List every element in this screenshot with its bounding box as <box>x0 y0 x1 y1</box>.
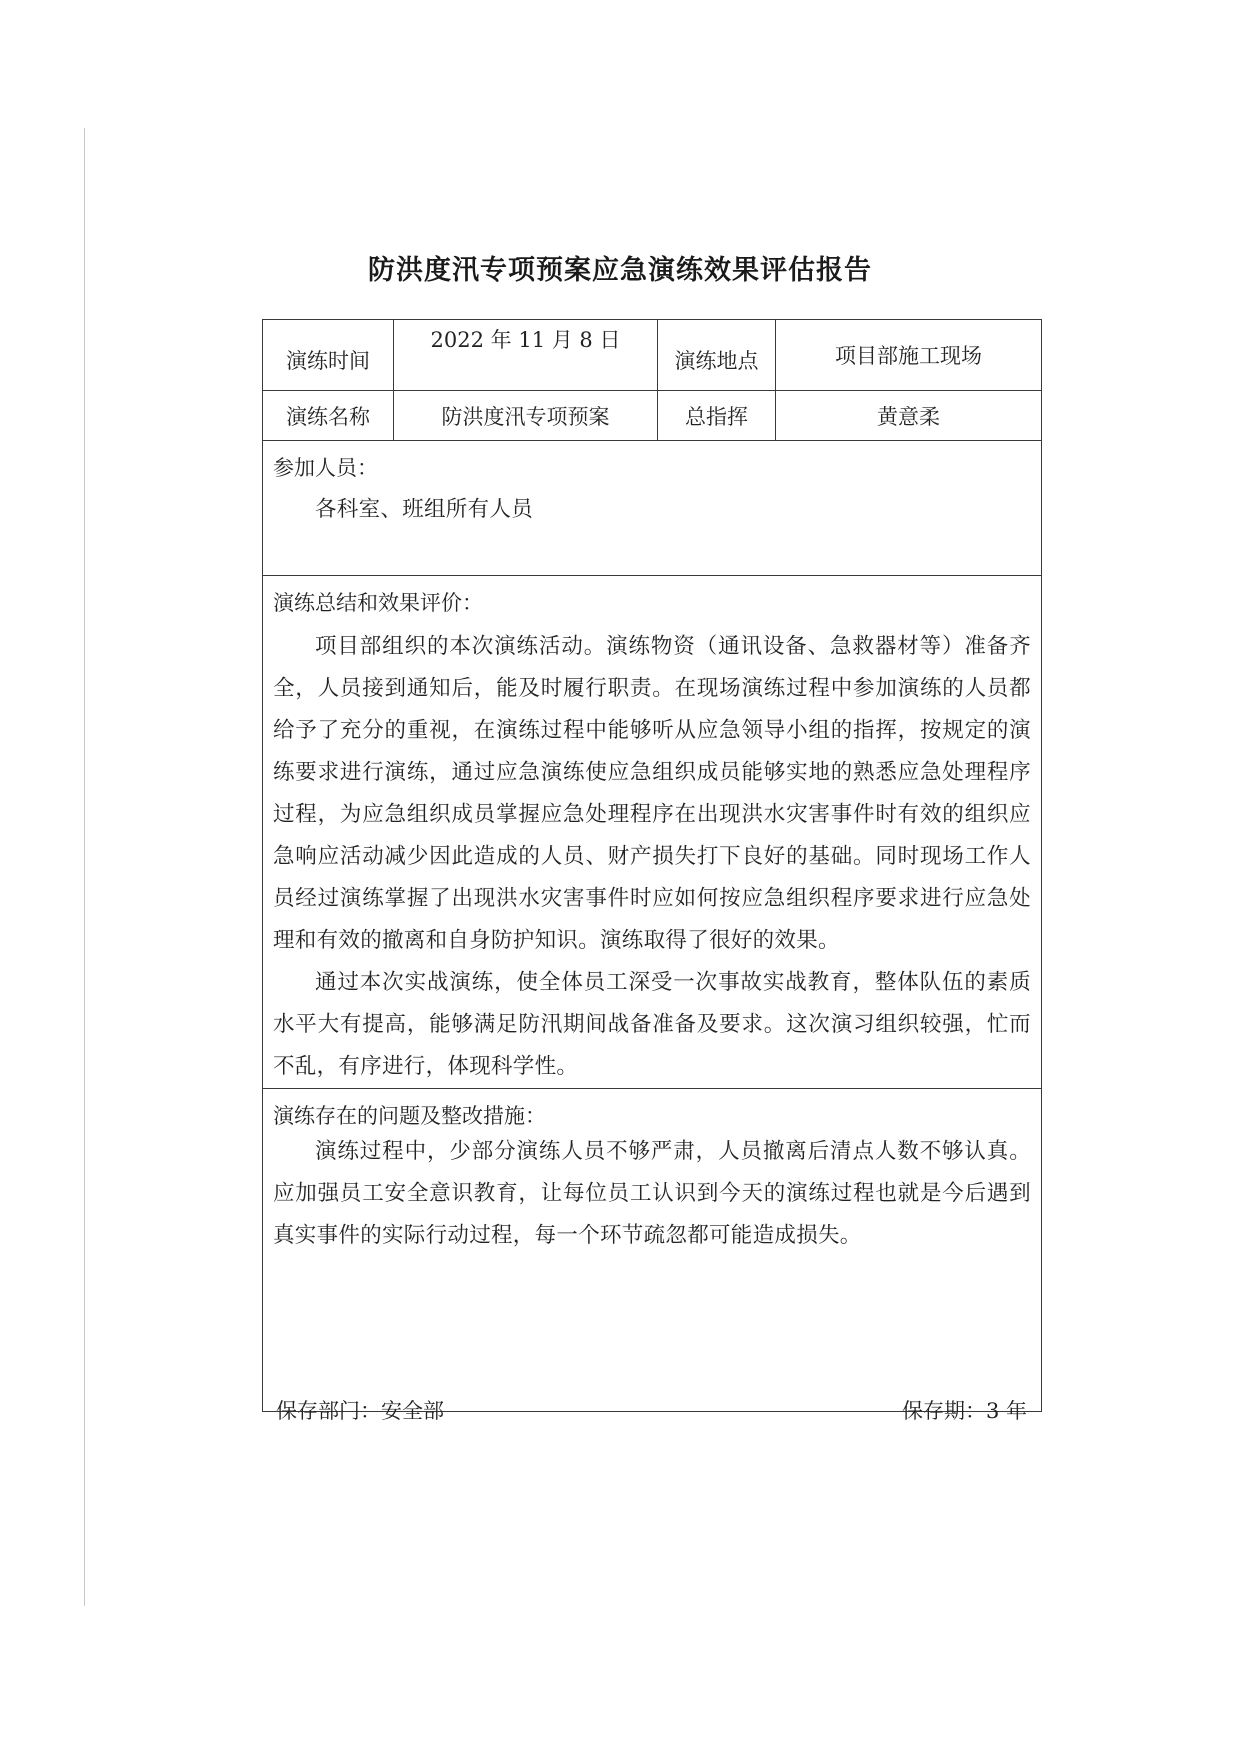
binding-margin-line <box>84 128 85 1606</box>
issues-section <box>263 1089 1042 1412</box>
footer-department: 保存部门：安全部 <box>276 1399 444 1423</box>
document-title: 防洪度汛专项预案应急演练效果评估报告 <box>368 255 872 286</box>
participants-text: 各科室、班组所有人员 <box>315 497 534 522</box>
participants-row <box>263 441 1042 576</box>
issues-paragraph: 演练过程中，少部分演练人员不够严肃，人员撤离后清点人数不够认真。应加强员工安全意识教育，让每位员工认识到今天的演练过程也就是今后遇到真实事件的实际行动过程，每一个环节疏忽都可能造成损失。 <box>273 1139 1031 1248</box>
time-label: 演练时间 <box>263 320 394 391</box>
place-value: 项目部施工现场 <box>776 320 1042 391</box>
commander-value: 黄意柔 <box>776 391 1042 441</box>
report-table <box>262 319 1042 1412</box>
summary-label: 演练总结和效果评价： <box>273 591 483 615</box>
summary-row <box>263 576 1042 1089</box>
info-row-time-place <box>263 320 1042 391</box>
summary-section <box>263 576 1042 1089</box>
participants-label: 参加人员： <box>273 456 378 480</box>
name-label: 演练名称 <box>263 391 394 441</box>
summary-paragraph: 通过本次实战演练，使全体员工深受一次事故实战教育，整体队伍的素质水平大有提高，能够满足防汛期间战备准备及要求。这次演习组织较强，忙而不乱，有序进行，体现科学性。 <box>273 970 1031 1079</box>
issues-label: 演练存在的问题及整改措施： <box>273 1104 546 1128</box>
info-row-name-commander <box>263 391 1042 441</box>
name-value: 防洪度汛专项预案 <box>394 391 658 441</box>
participants-section <box>263 441 1042 576</box>
summary-paragraph: 项目部组织的本次演练活动。演练物资（通讯设备、急救器材等）准备齐全，人员接到通知后，能及时履行职责。在现场演练过程中参加演练的人员都给予了充分的重视，在演练过程中能够听从应急领导小组的指挥，按规定的演练要求进行演练，通过应急演练使应急组织成员能够实地的熟悉应急处理程序过程，为应急组织成员掌握应急处理程序在出现洪水灾害事件时有效的组织应急响应活动减少因此造成的人员、财产损失打下良好的基础。同时现场工作人员经过演练掌握了出现洪水灾害事件时应如何按应急组织程序要求进行应急处理和有效的撤离和自身防护知识。演练取得了很好的效果。 <box>273 634 1031 953</box>
footer-retention: 保存期：3 年 <box>902 1399 1028 1423</box>
place-label: 演练地点 <box>658 320 776 391</box>
commander-label: 总指挥 <box>658 391 776 441</box>
time-value: 2022 年 11 月 8 日 <box>394 320 658 391</box>
issues-row <box>263 1089 1042 1412</box>
